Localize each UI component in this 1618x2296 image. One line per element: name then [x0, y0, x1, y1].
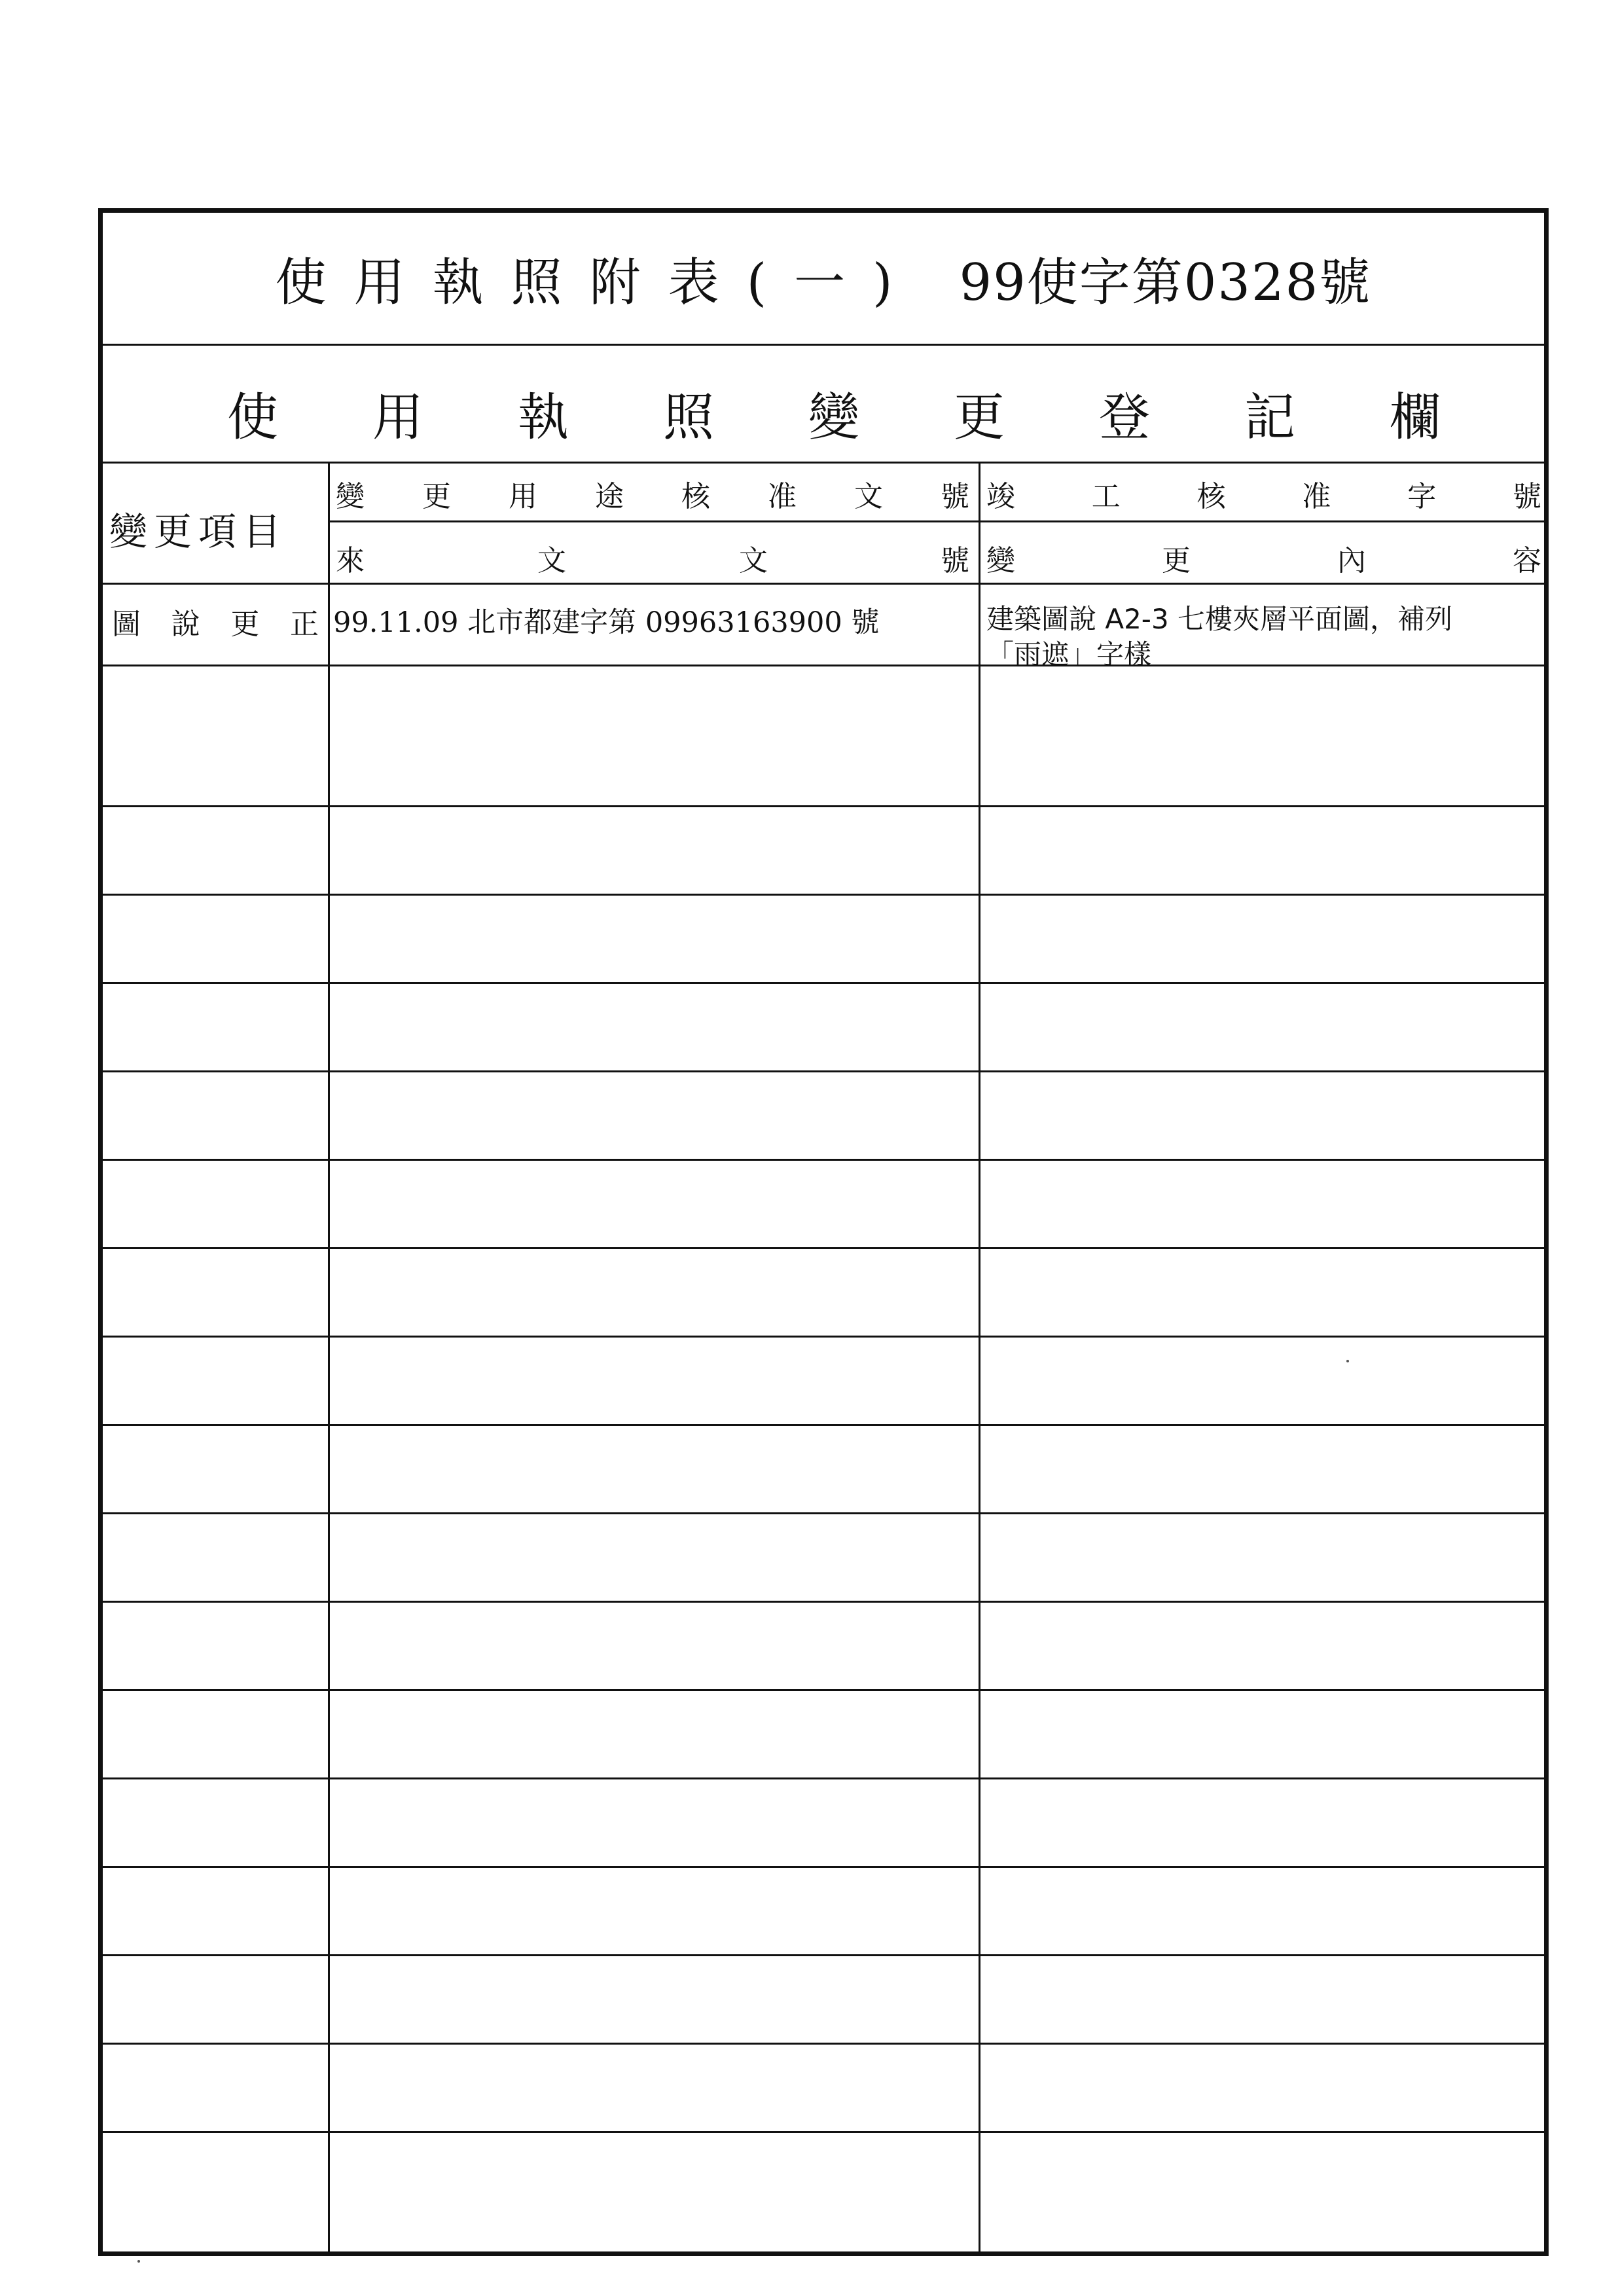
row-line — [103, 894, 1544, 896]
title-license-number: 99使字第0328號 — [959, 253, 1372, 312]
row-line — [103, 1247, 1544, 1249]
document-frame — [98, 208, 1549, 2256]
row-line — [103, 982, 1544, 984]
row-line — [103, 805, 1544, 807]
scan-speck — [1346, 1360, 1349, 1362]
header-completion-number: 竣 工 核 准 字 號 — [986, 480, 1541, 513]
row-line — [103, 665, 1544, 666]
row-line — [103, 1159, 1544, 1161]
page-title — [103, 213, 1544, 346]
row-line — [103, 1336, 1544, 1338]
section-title-char: 登 — [1099, 388, 1151, 447]
header-incoming-number: 來 文 文 號 — [336, 544, 969, 577]
row-line — [103, 1866, 1544, 1868]
section-title-char: 使 — [227, 388, 279, 447]
row-change-content-line1: 建築圖說 A2-3 七樓夾層平面圖，補列 — [986, 603, 1453, 635]
scan-speck — [137, 2260, 140, 2263]
section-title-char: 變 — [808, 388, 860, 447]
row-line — [103, 2131, 1544, 2133]
row-line — [103, 583, 1544, 585]
section-title-char: 欄 — [1390, 388, 1441, 447]
title-left: 使用執照附表(一) — [275, 253, 920, 312]
header-split-line — [328, 520, 1544, 522]
section-title-char: 記 — [1244, 388, 1296, 447]
column-divider — [979, 462, 980, 2251]
section-title-char: 執 — [518, 388, 569, 447]
row-line — [103, 1777, 1544, 1779]
row-document-number: 99.11.09 北市都建字第 09963163900 號 — [333, 606, 880, 639]
column-divider — [328, 462, 330, 2251]
header-change-use-number: 變 更 用 途 核 准 文 號 — [336, 480, 969, 513]
section-title — [103, 344, 1544, 464]
row-line — [103, 1070, 1544, 1072]
row-line — [103, 1424, 1544, 1426]
row-line — [103, 1689, 1544, 1691]
row-line — [103, 1954, 1544, 1956]
header-change-item: 變更項目 — [109, 509, 288, 554]
row-change-item: 圖 說 更 正 — [112, 608, 319, 641]
header-change-content: 變 更 內 容 — [986, 544, 1541, 577]
section-title-char: 用 — [372, 388, 424, 447]
row-line — [103, 1601, 1544, 1603]
section-title-char: 更 — [954, 388, 1005, 447]
row-line — [103, 2043, 1544, 2045]
row-change-content-line2: 「雨遮」字樣 — [986, 638, 1152, 670]
section-title-char: 照 — [663, 388, 715, 447]
row-line — [103, 1512, 1544, 1514]
